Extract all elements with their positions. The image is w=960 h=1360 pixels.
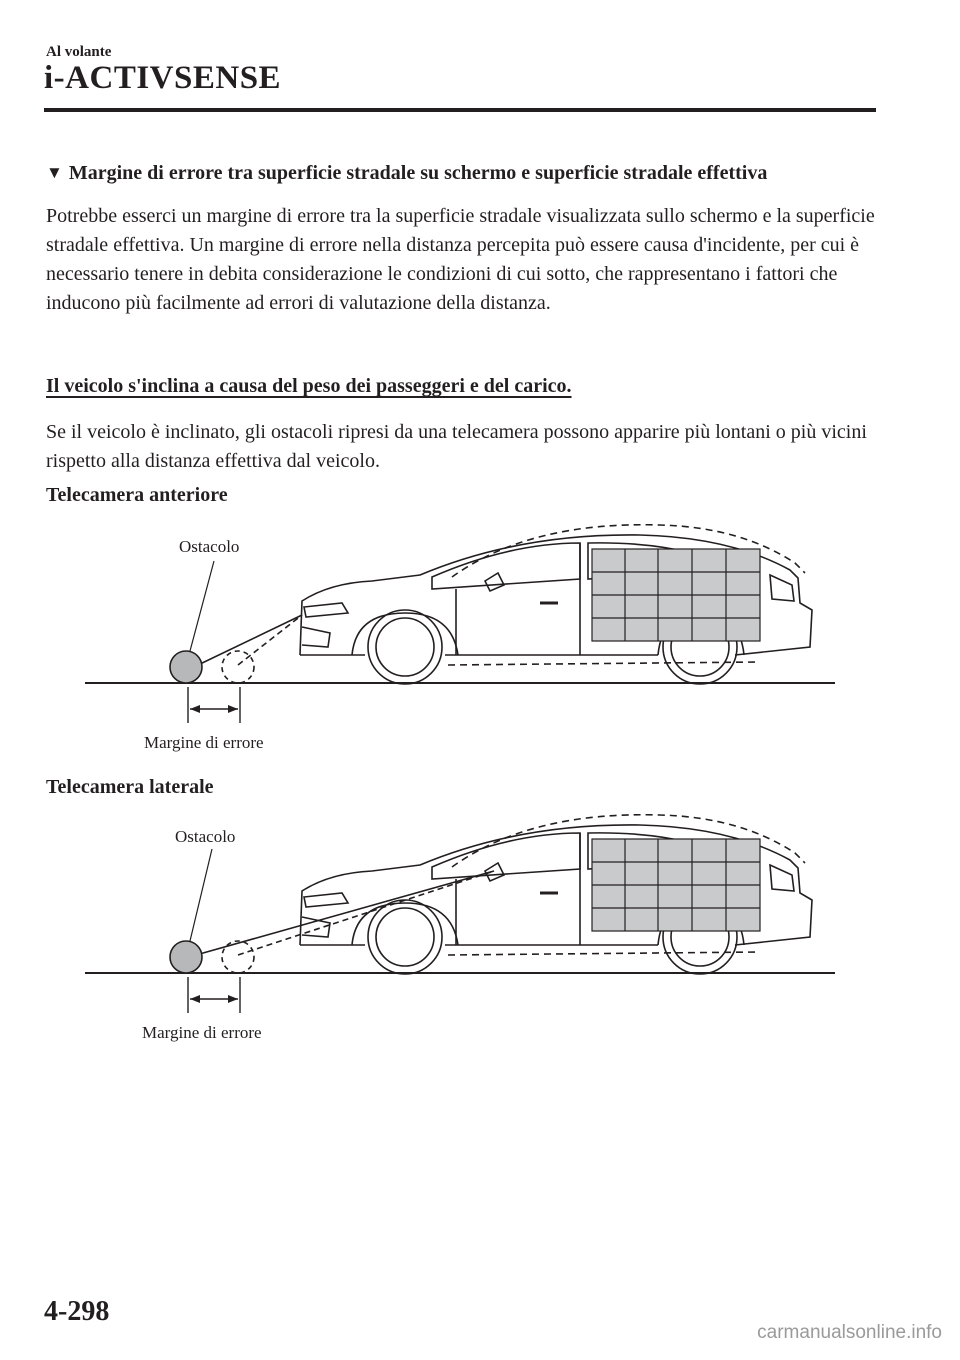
triangle-marker-icon: ▼: [46, 163, 63, 182]
obstacle-caption: Ostacolo: [175, 827, 236, 846]
error-margin-indicator: [188, 687, 240, 723]
diagram-front-camera: [80, 515, 840, 760]
title-rule: [44, 108, 876, 112]
intro-paragraph: Potrebbe esserci un margine di errore tra la superficie stradale visualizzata sullo schermo e la superficie stradale effettiva. Un margine di errore nella distanza percepita può essere causa d'incidente, per cui è necessario tenere in debita considerazione le condizioni di cui sotto, che rappresentano i fattori che inducono più facilmente ad errori di valutazione della distanza.: [46, 205, 875, 314]
error-margin-caption: Margine di errore: [142, 1023, 262, 1042]
obstacle-actual: [170, 941, 202, 973]
obstacle-caption: Ostacolo: [179, 537, 240, 556]
error-margin-indicator: [188, 977, 240, 1013]
section-heading: [46, 162, 886, 185]
cargo-load-grid: [592, 839, 760, 931]
condition-subheading: Il veicolo s'inclina a causa del peso dei passeggeri e del carico.: [46, 375, 572, 397]
breadcrumb: Al volante: [46, 44, 112, 60]
figure-label-front-camera: Telecamera anteriore: [46, 484, 228, 506]
error-margin-caption: Margine di errore: [144, 733, 264, 752]
cargo-load-grid: [592, 549, 760, 641]
page-title: i-ACTIVSENSE: [44, 60, 282, 96]
diagram-side-camera: [80, 805, 840, 1050]
page-number: 4-298: [44, 1296, 110, 1327]
section-heading-text: Margine di errore tra superficie stradale su schermo e superficie stradale effettiva: [68, 162, 768, 184]
watermark: carmanualsonline.info: [757, 1322, 942, 1343]
condition-paragraph: Se il veicolo è inclinato, gli ostacoli ripresi da una telecamera possono apparire più lontani o più vicini rispetto alla distanza effettiva dal veicolo.: [46, 421, 867, 472]
obstacle-actual: [170, 651, 202, 683]
figure-label-side-camera: Telecamera laterale: [46, 776, 214, 798]
